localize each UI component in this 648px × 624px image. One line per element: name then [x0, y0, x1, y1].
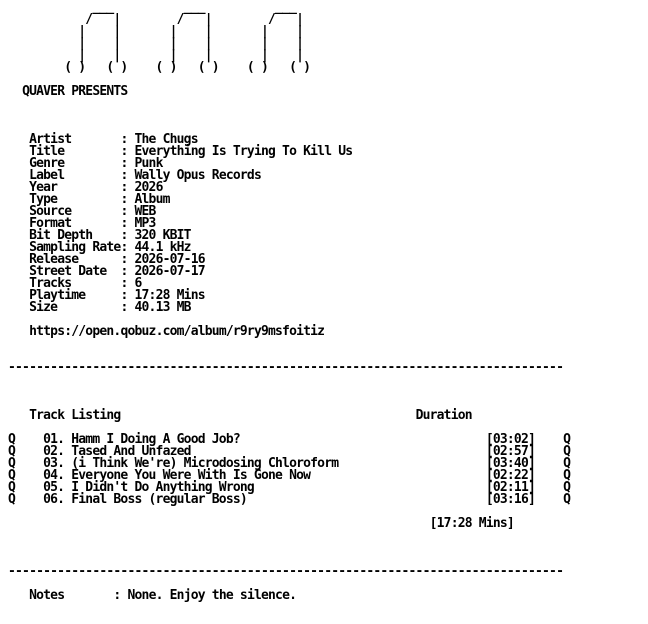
- album-url: https://open.qobuz.com/album/r9ry9msfoitiz: [29, 324, 325, 339]
- track-row: Q 04. Everyone You Were With Is Gone Now [02:22] Q: [8, 468, 571, 483]
- presenter-title: QUAVER PRESENTS: [22, 84, 128, 99]
- info-size: Size : 40.13 MB: [29, 300, 191, 315]
- track-row: Q 05. I Didn't Do Anything Wrong [02:11] Q: [8, 480, 571, 495]
- info-bit-depth: Bit Depth : 320 KBIT: [29, 228, 191, 243]
- info-tracks: Tracks : 6: [29, 276, 142, 291]
- track-row: Q 06. Final Boss (regular Boss) [03:16] Q: [8, 492, 571, 507]
- info-format: Format : MP3: [29, 216, 156, 231]
- logo-art: ___ ___ ___ / | / | / | | | | | | | | | | | | | | | | | | | ( ) ( ) ( ) ( ) ( ) ( ): [64, 0, 311, 75]
- info-street-date: Street Date : 2026-07-17: [29, 264, 205, 279]
- info-artist: Artist : The Chugs: [29, 132, 198, 147]
- info-year: Year : 2026: [29, 180, 163, 195]
- tracklist-header-duration: Duration: [415, 408, 472, 423]
- info-title: Title : Everything Is Trying To Kill Us: [29, 144, 353, 159]
- info-label: Label : Wally Opus Records: [29, 168, 261, 183]
- track-row: Q 02. Tased And Unfazed [02:57] Q: [8, 444, 571, 459]
- info-genre: Genre : Punk: [29, 156, 163, 171]
- notes-label: Notes: [29, 588, 65, 603]
- info-release: Release : 2026-07-16: [29, 252, 205, 267]
- divider-bottom: -------------------------------------------------------------------------------: [8, 564, 564, 579]
- notes-text: None. Enjoy the silence.: [127, 588, 297, 603]
- info-source: Source : WEB: [29, 204, 156, 219]
- track-row: Q 03. (i Think We're) Microdosing Chloroform [03:40] Q: [8, 456, 571, 471]
- info-type: Type : Album: [29, 192, 170, 207]
- info-playtime: Playtime : 17:28 Mins: [29, 288, 205, 303]
- tracklist-total: [17:28 Mins]: [429, 516, 514, 531]
- tracklist-header-title: Track Listing: [29, 408, 121, 423]
- notes-separator: :: [113, 588, 121, 603]
- info-sampling-rate: Sampling Rate: 44.1 kHz: [29, 240, 191, 255]
- track-row: Q 01. Hamm I Doing A Good Job? [03:02] Q: [8, 432, 571, 447]
- divider-top: -------------------------------------------------------------------------------: [8, 360, 564, 375]
